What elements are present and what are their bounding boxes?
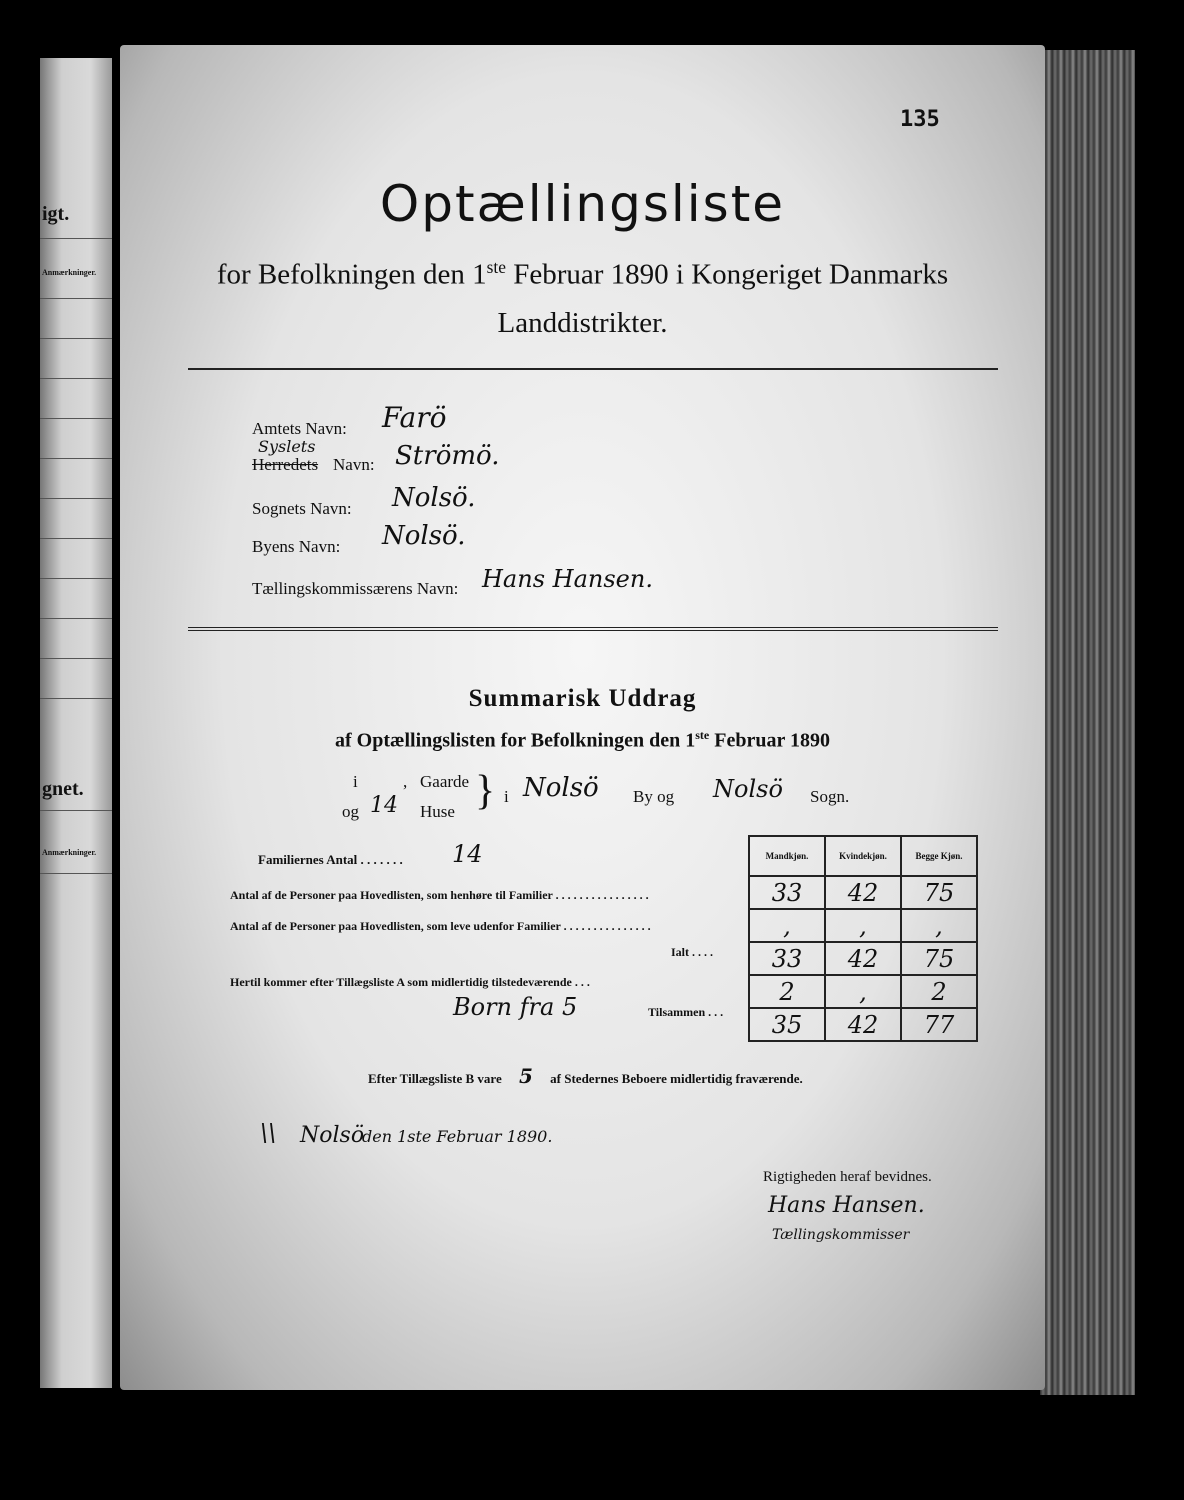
summary-sogn-value: Nolsö	[713, 775, 783, 803]
familier-value: 14	[452, 840, 483, 868]
amt-label: Amtets Navn:	[252, 419, 347, 438]
cell: 35	[749, 1008, 825, 1041]
table-row	[749, 1008, 977, 1041]
page-subtitle: for Befolkningen den 1ste Februar 1890 i Kongeriget Danmarks	[216, 257, 949, 291]
huse-label: Huse	[420, 802, 455, 821]
summary-heading: af Optællingslisten for Befolkningen den 1ste Februar 1890	[335, 728, 830, 752]
cell: 42	[825, 942, 901, 975]
table-row	[749, 975, 977, 1008]
cell: 75	[901, 942, 977, 975]
margin-note: Born fra 5	[453, 993, 578, 1021]
summary-sogn-label: Sogn.	[810, 787, 850, 806]
i-label: i	[353, 772, 358, 791]
sogn-value: Nolsö.	[392, 483, 476, 513]
table-row	[749, 876, 977, 909]
signature-title: Tællingskommisser	[772, 1227, 910, 1243]
summary-by-value: Nolsö	[523, 773, 599, 803]
huse-value: 14	[370, 793, 398, 818]
binding-fragment: Anmærkninger.	[42, 268, 97, 277]
page-title: Optællingsliste	[379, 175, 786, 233]
cell: ,	[825, 909, 901, 942]
binding-strip	[40, 58, 112, 1388]
cell: 2	[749, 975, 825, 1008]
by-label: Byens Navn:	[252, 537, 341, 556]
cell: 77	[901, 1008, 977, 1041]
amt-value: Farö	[382, 401, 447, 434]
herred-label: Navn:	[333, 455, 375, 474]
double-divider	[188, 627, 998, 631]
row-label: Ialt . . . .	[671, 945, 713, 959]
cell: 42	[825, 1008, 901, 1041]
gaarde-value: ,	[403, 772, 408, 791]
page-edges	[1040, 50, 1135, 1395]
cell: 75	[901, 876, 977, 909]
cell: ,	[825, 975, 901, 1008]
herred-struck: Herredets	[252, 455, 319, 474]
row-label: Antal af de Personer paa Hovedlisten, som henhøre til Familier . . . . . . . . . . . . . . . .	[230, 888, 649, 902]
binding-fragment: gnet.	[42, 778, 84, 800]
sogn-label: Sognets Navn:	[252, 499, 352, 518]
table-row	[749, 942, 977, 975]
col-header-male: Mandkjøn.	[749, 836, 825, 876]
date-slashes: \\	[260, 1119, 277, 1147]
i2-label: i	[504, 787, 509, 806]
kommissaer-value: Hans Hansen.	[482, 565, 653, 593]
census-page	[120, 45, 1045, 1390]
cell: 42	[825, 876, 901, 909]
col-header-female: Kvindekjøn.	[825, 836, 901, 876]
row-label: Hertil kommer efter Tillægsliste A som midlertidig tilstedeværende . . .	[230, 975, 590, 989]
page-number: 135	[900, 107, 940, 132]
footer-date: den 1ste Februar 1890.	[362, 1127, 553, 1146]
gaarde-label: Gaarde	[420, 772, 470, 791]
summary-title: Summarisk Uddrag	[468, 685, 697, 712]
brace: }	[475, 768, 496, 814]
signature: Hans Hansen.	[768, 1193, 925, 1218]
herred-value: Strömö.	[395, 441, 500, 471]
row-label: Tilsammen . . .	[648, 1005, 724, 1019]
cell: 33	[749, 942, 825, 975]
divider	[188, 368, 998, 370]
row-label: Antal af de Personer paa Hovedlisten, som leve udenfor Familier . . . . . . . . . . . . . . .	[230, 919, 651, 933]
footer-place: Nolsö	[300, 1123, 365, 1148]
summary-by-label: By og	[633, 787, 675, 806]
after-text: Efter Tillægsliste B vare 5 af Stedernes Beboere midlertidig fraværende.	[368, 1064, 803, 1088]
binding-fragment: Anmærkninger.	[42, 848, 97, 857]
binding-fragment: igt.	[42, 203, 70, 225]
cell: 33	[749, 876, 825, 909]
herred-replacement: Syslets	[258, 437, 316, 456]
cell: ,	[749, 909, 825, 942]
table-row	[749, 909, 977, 942]
cell: ,	[901, 909, 977, 942]
col-header-both: Begge Kjøn.	[901, 836, 977, 876]
cell: 2	[901, 975, 977, 1008]
kommissaer-label: Tællingskommissærens Navn:	[252, 579, 459, 598]
page-subtitle-line2: Landdistrikter.	[497, 307, 668, 339]
attest-text: Rigtigheden heraf bevidnes.	[763, 1169, 932, 1185]
by-value: Nolsö.	[382, 521, 466, 551]
og-label: og	[342, 802, 359, 821]
familier-label: Familiernes Antal . . . . . . .	[258, 852, 403, 867]
summary-table	[748, 835, 978, 1042]
